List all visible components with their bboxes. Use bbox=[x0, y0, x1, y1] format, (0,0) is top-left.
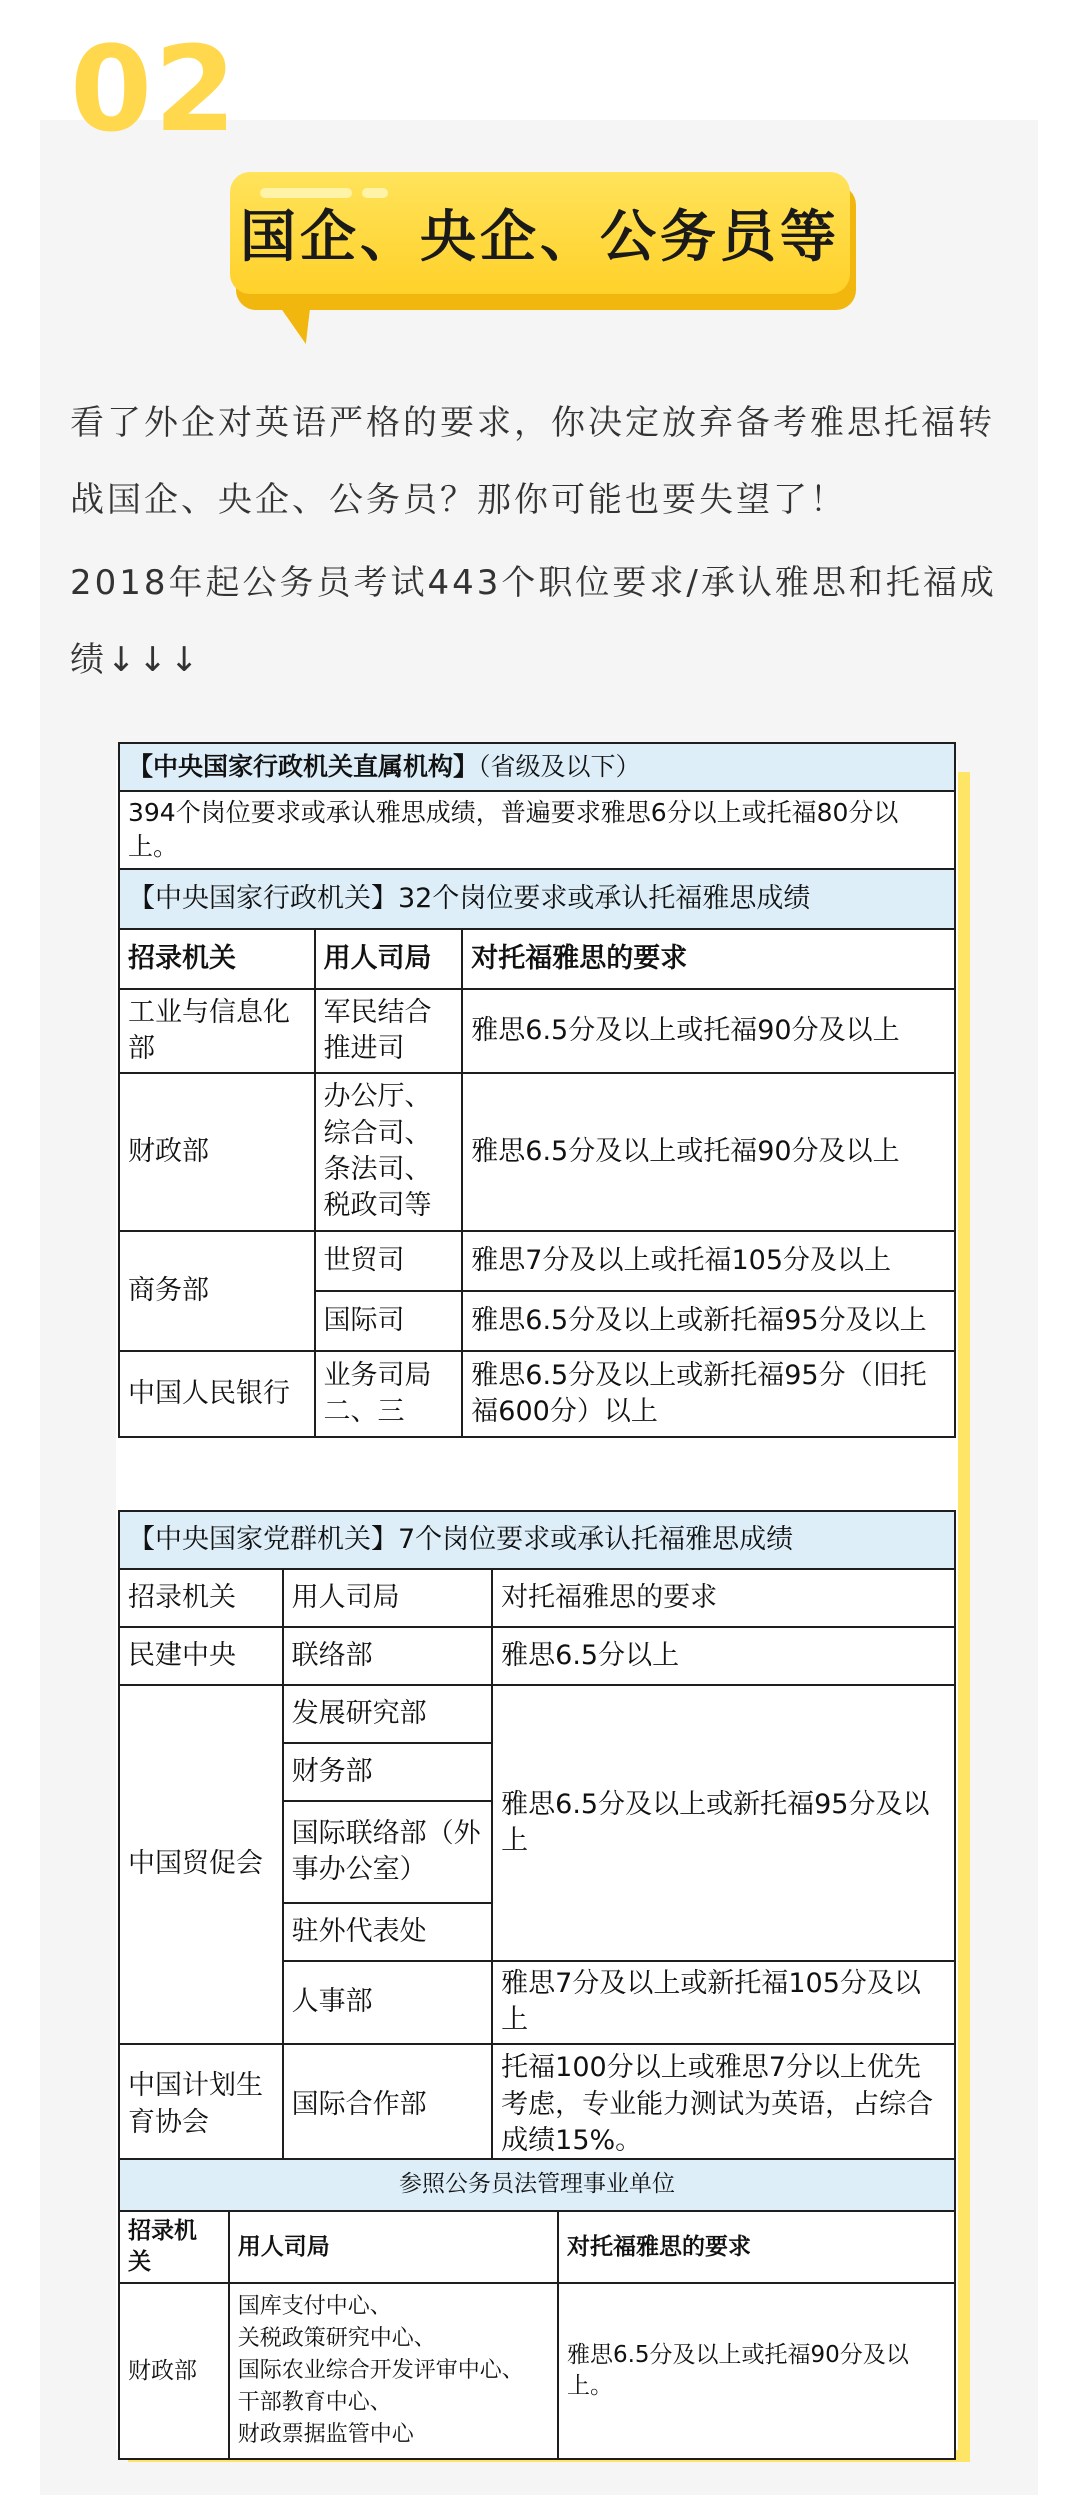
table3-cell: 雅思6.5分及以上或新托福95分及以上 bbox=[492, 1685, 955, 1961]
table3-cell: 雅思7分及以上或新托福105分及以上 bbox=[492, 1961, 955, 2044]
paragraph-intro: 看了外企对英语严格的要求，你决定放弃备考雅思托福转战国企、央企、公务员？那你可能也要失望了！ bbox=[70, 403, 995, 520]
table3-col-org: 招录机关 bbox=[119, 1569, 283, 1627]
table4-header: 参照公务员法管理事业单位 bbox=[119, 2159, 955, 2211]
table4-dept-list bbox=[229, 2283, 558, 2459]
banner-title: 国企、央企、公务员等 bbox=[240, 205, 840, 270]
table3-cell: 民建中央 bbox=[119, 1627, 283, 1685]
table4-col-org: 招录机关 bbox=[119, 2211, 229, 2283]
table3-cell: 中国贸促会 bbox=[119, 1685, 283, 2044]
table2-col-org: 招录机关 bbox=[119, 929, 315, 989]
table2-col-req: 对托福雅思的要求 bbox=[462, 929, 955, 989]
table4-cell: 财政部 bbox=[119, 2283, 229, 2459]
table-central-admin bbox=[118, 868, 956, 1438]
table2-cell: 业务司局二、三 bbox=[315, 1351, 463, 1437]
table2-cell: 财政部 bbox=[119, 1073, 315, 1231]
table2-cell: 办公厅、综合司、条法司、税政司等 bbox=[315, 1073, 463, 1231]
table1-header-sub: （省级及以下） bbox=[478, 752, 641, 782]
table4-col-dept: 用人司局 bbox=[229, 2211, 558, 2283]
table3-cell: 驻外代表处 bbox=[283, 1903, 493, 1961]
table2-cell: 雅思6.5分及以上或新托福95分（旧托福600分）以上 bbox=[462, 1351, 955, 1437]
table2-cell: 雅思7分及以上或托福105分及以上 bbox=[462, 1231, 955, 1291]
table3-cell: 联络部 bbox=[283, 1627, 493, 1685]
table4-dept-item: 干部教育中心、 bbox=[237, 2390, 392, 2416]
table3-cell: 国际联络部（外事办公室） bbox=[283, 1801, 493, 1903]
table2-col-dept: 用人司局 bbox=[315, 929, 463, 989]
table2-cell: 中国人民银行 bbox=[119, 1351, 315, 1437]
table2-cell: 世贸司 bbox=[315, 1231, 463, 1291]
table2-cell: 雅思6.5分及以上或托福90分及以上 bbox=[462, 989, 955, 1073]
table3-cell: 托福100分以上或雅思7分以上优先考虑，专业能力测试为英语，占综合成绩15%。 bbox=[492, 2044, 955, 2166]
table3-cell: 国际合作部 bbox=[283, 2044, 493, 2166]
table-public-institutions bbox=[118, 2158, 956, 2460]
table2-cell: 国际司 bbox=[315, 1291, 463, 1351]
table4-dept-item: 国库支付中心、 bbox=[237, 2294, 392, 2320]
table4-col-req: 对托福雅思的要求 bbox=[558, 2211, 955, 2283]
table3-cell: 中国计划生育协会 bbox=[119, 2044, 283, 2166]
table2-cell: 工业与信息化部 bbox=[119, 989, 315, 1073]
table1-header-main: 【中央国家行政机关直属机构】 bbox=[128, 752, 479, 782]
table3-cell: 发展研究部 bbox=[283, 1685, 493, 1743]
table3-header: 【中央国家党群机关】7个岗位要求或承认托福雅思成绩 bbox=[119, 1511, 955, 1569]
table2-cell: 商务部 bbox=[119, 1231, 315, 1351]
table2-cell: 雅思6.5分及以上或新托福95分及以上 bbox=[462, 1291, 955, 1351]
table4-cell: 雅思6.5分及以上或托福90分及以上。 bbox=[558, 2283, 955, 2459]
table4-dept-item: 关税政策研究中心、 bbox=[237, 2326, 436, 2352]
table1-header bbox=[119, 743, 955, 791]
table2-cell: 军民结合推进司 bbox=[315, 989, 463, 1073]
table2-cell: 雅思6.5分及以上或托福90分及以上 bbox=[462, 1073, 955, 1231]
table3-cell: 财务部 bbox=[283, 1743, 493, 1801]
table3-cell: 雅思6.5分以上 bbox=[492, 1627, 955, 1685]
table3-col-dept: 用人司局 bbox=[283, 1569, 493, 1627]
table-direct-agencies bbox=[118, 742, 956, 870]
table3-cell: 人事部 bbox=[283, 1961, 493, 2044]
table4-dept-item: 国际农业综合开发评审中心、 bbox=[237, 2358, 524, 2384]
table4-dept-item: 财政票据监管中心 bbox=[237, 2421, 414, 2447]
table3-col-req: 对托福雅思的要求 bbox=[492, 1569, 955, 1627]
section-number: 02 bbox=[70, 20, 239, 158]
table-party-organs bbox=[118, 1510, 956, 2167]
table2-header: 【中央国家行政机关】32个岗位要求或承认托福雅思成绩 bbox=[119, 869, 955, 929]
paragraph-stat: 2018年起公务员考试443个职位要求/承认雅思和托福成绩↓↓↓ bbox=[70, 563, 997, 680]
table1-body: 394个岗位要求或承认雅思成绩，普遍要求雅思6分以上或托福80分以上。 bbox=[119, 791, 955, 869]
